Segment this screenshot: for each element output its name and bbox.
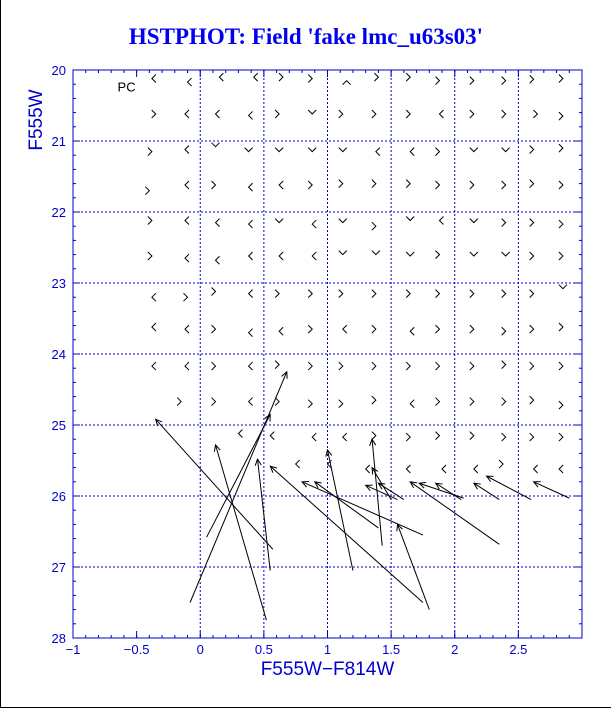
chevron-marker	[530, 396, 534, 404]
vector-arrowhead	[474, 483, 481, 489]
chevron-marker	[279, 327, 283, 335]
chevron-marker	[308, 362, 312, 370]
x-tick-label: 2.5	[509, 642, 528, 657]
chevron-marker	[559, 401, 563, 409]
chevron-marker	[442, 465, 446, 473]
chevron-marker	[148, 148, 152, 156]
chevron-marker	[406, 465, 410, 473]
chevron-marker	[530, 146, 534, 154]
chevron-marker	[275, 148, 283, 152]
vector-arrowhead	[410, 482, 417, 488]
chevron-marker	[439, 217, 443, 225]
chevron-marker	[502, 77, 506, 85]
chevron-marker	[372, 110, 376, 118]
chevron-marker	[559, 465, 563, 473]
chevron-marker	[376, 148, 380, 156]
chevron-marker	[502, 361, 506, 369]
chevron-marker	[406, 73, 410, 81]
chevron-marker	[152, 323, 156, 331]
chevron-marker	[275, 361, 279, 369]
chevron-marker	[152, 110, 156, 118]
chevron-marker	[188, 78, 192, 86]
chevron-marker	[410, 148, 414, 156]
chevron-marker	[559, 252, 563, 260]
chevron-marker	[185, 362, 189, 370]
chevron-marker	[372, 222, 376, 230]
chevron-marker	[339, 180, 343, 188]
displacement-vector	[436, 483, 461, 499]
chevron-marker	[406, 362, 410, 370]
chevron-marker	[339, 400, 343, 408]
chevron-marker	[534, 465, 538, 473]
displacement-vector	[207, 414, 271, 537]
chevron-marker	[312, 220, 316, 228]
displacement-vector	[270, 466, 423, 602]
chevron-marker	[435, 290, 439, 298]
x-tick-label: 1.5	[382, 642, 401, 657]
chevron-marker	[530, 433, 534, 441]
chevron-marker	[212, 143, 220, 147]
chevron-marker	[185, 110, 189, 118]
chevron-marker	[502, 181, 506, 189]
chevron-marker	[212, 362, 216, 370]
chevron-marker	[216, 256, 220, 264]
vector-arrowhead	[436, 483, 443, 489]
chevron-marker	[249, 398, 253, 406]
chevron-marker	[372, 396, 376, 404]
chevron-marker	[470, 181, 474, 189]
chevron-marker	[216, 219, 220, 227]
chevron-marker	[279, 181, 283, 189]
chevron-marker	[312, 252, 316, 260]
y-tick-label: 21	[51, 134, 66, 149]
chevron-marker	[148, 217, 152, 225]
chevron-marker	[435, 398, 439, 406]
chevron-marker	[406, 252, 414, 256]
chevron-marker	[435, 325, 439, 333]
chevron-marker	[308, 181, 312, 189]
chevron-marker	[279, 252, 283, 260]
chevron-marker	[435, 362, 439, 370]
chevron-marker	[185, 254, 189, 262]
chevron-marker	[212, 325, 216, 333]
chevron-marker	[533, 110, 537, 118]
chevron-marker	[559, 220, 563, 228]
chevron-marker	[372, 251, 380, 255]
chevron-marker	[219, 73, 223, 81]
chevron-marker	[339, 219, 347, 223]
chart-title: HSTPHOT: Field 'fake lmc_u63s03'	[128, 24, 484, 49]
chevron-marker	[185, 325, 189, 333]
x-tick-label: 0	[196, 642, 204, 657]
displacement-vector	[328, 450, 353, 571]
chevron-marker	[249, 220, 253, 228]
chevron-marker	[502, 219, 506, 227]
y-tick-label: 27	[51, 560, 66, 575]
chevron-marker	[559, 75, 563, 83]
chevron-marker	[296, 460, 300, 468]
chevron-marker	[366, 465, 370, 473]
chevron-marker	[148, 252, 152, 260]
chevron-marker	[212, 288, 216, 296]
chevron-marker	[372, 362, 376, 370]
displacement-vector	[156, 419, 273, 549]
chevron-marker	[152, 293, 156, 301]
y-tick-label: 28	[51, 631, 66, 646]
chevron-marker	[502, 110, 506, 118]
chevron-marker	[308, 110, 316, 114]
chevron-marker	[184, 293, 188, 301]
chevron-marker	[249, 329, 253, 337]
chevron-marker	[339, 251, 347, 255]
displacement-vector	[190, 372, 287, 603]
chevron-marker	[212, 181, 216, 189]
chevron-marker	[530, 290, 534, 298]
chevron-marker	[474, 465, 478, 473]
chevron-marker	[308, 400, 312, 408]
chevron-marker	[185, 217, 189, 225]
chevron-marker	[502, 252, 510, 256]
x-tick-label: −0.5	[123, 642, 150, 657]
chevron-marker	[249, 362, 253, 370]
chevron-marker	[410, 400, 414, 408]
chevron-marker	[152, 75, 156, 83]
chevron-marker	[312, 433, 316, 441]
chevron-marker	[270, 432, 274, 440]
y-tick-label: 26	[51, 489, 66, 504]
x-axis-label: F555W−F814W	[260, 659, 395, 680]
x-tick-label: 1	[323, 642, 332, 657]
chevron-marker	[216, 110, 220, 118]
chevron-marker	[530, 325, 534, 333]
chevron-marker	[249, 111, 253, 119]
chevron-marker	[530, 180, 534, 188]
chevron-marker	[339, 362, 343, 370]
chevron-marker	[559, 112, 563, 120]
chevron-marker	[249, 183, 253, 191]
chevron-marker	[470, 148, 478, 152]
chevron-marker	[470, 362, 474, 370]
chevron-marker	[470, 432, 474, 440]
y-tick-label: 24	[51, 347, 66, 362]
chevron-marker	[279, 73, 283, 81]
chevron-marker	[470, 110, 474, 118]
chevron-marker	[470, 219, 478, 223]
chevron-marker	[372, 432, 376, 440]
chevron-marker	[559, 433, 563, 441]
chevron-marker	[406, 217, 414, 221]
chevron-marker	[339, 290, 343, 298]
chevron-marker	[559, 144, 563, 152]
y-tick-label: 25	[51, 418, 66, 433]
chevron-marker	[435, 148, 439, 156]
chevron-marker	[502, 398, 506, 406]
chevron-marker	[372, 180, 376, 188]
chevron-marker	[275, 290, 279, 298]
chevron-marker	[502, 433, 506, 441]
chevron-marker	[275, 219, 283, 223]
chevron-marker	[177, 398, 181, 406]
chevron-marker	[308, 325, 312, 333]
chevron-marker	[406, 290, 410, 298]
chevron-marker	[435, 77, 439, 85]
field-annotation: PC	[117, 79, 136, 95]
chevron-marker	[152, 362, 156, 370]
chevron-marker	[406, 110, 410, 118]
chevron-marker	[308, 290, 312, 298]
chevron-marker	[339, 148, 347, 152]
y-axis-label: F555W	[26, 89, 47, 151]
chevron-marker	[559, 181, 563, 189]
chevron-marker	[530, 362, 534, 370]
chevron-marker	[254, 73, 258, 81]
chevron-marker	[238, 430, 242, 438]
chevron-marker	[308, 75, 312, 83]
x-tick-label: 0.5	[254, 642, 273, 657]
y-tick-label: 23	[51, 276, 66, 291]
chevron-marker	[212, 398, 216, 406]
chevron-marker	[559, 362, 563, 370]
chevron-marker	[308, 148, 316, 152]
chevron-marker	[145, 187, 149, 195]
chevron-marker	[559, 323, 563, 331]
chevron-marker	[275, 110, 279, 118]
x-tick-label: −1	[65, 642, 81, 657]
chevron-marker	[410, 327, 414, 335]
chevron-marker	[406, 433, 410, 441]
chevron-marker	[499, 460, 503, 468]
chevron-marker	[185, 146, 189, 154]
chevron-marker	[502, 148, 510, 152]
chevron-marker	[502, 290, 506, 298]
x-tick-label: 2	[451, 642, 459, 657]
y-tick-label: 20	[51, 63, 66, 78]
chevron-marker	[470, 252, 478, 256]
chevron-marker	[339, 110, 343, 118]
chevron-marker	[343, 81, 351, 85]
chevron-marker	[530, 219, 534, 227]
chevron-marker	[249, 290, 253, 298]
chevron-marker	[502, 327, 506, 335]
chevron-marker	[372, 325, 376, 333]
chevron-marker	[185, 181, 189, 189]
chevron-marker	[530, 75, 534, 83]
chevron-marker	[245, 148, 253, 152]
chevron-marker	[374, 73, 378, 81]
displacement-vector	[474, 483, 499, 499]
chevron-marker	[470, 325, 474, 333]
chevron-marker	[406, 180, 410, 188]
chevron-marker	[435, 181, 439, 189]
chevron-marker	[530, 252, 534, 260]
chevron-marker	[470, 290, 474, 298]
chevron-marker	[470, 398, 474, 406]
chevron-marker	[372, 290, 376, 298]
chevron-marker	[470, 77, 474, 85]
displacement-vector	[302, 482, 423, 535]
y-tick-label: 22	[51, 205, 66, 220]
chevron-marker	[343, 433, 347, 441]
chevron-marker	[435, 251, 439, 259]
chevron-marker	[343, 325, 347, 333]
chevron-marker	[559, 285, 567, 289]
chevron-marker	[249, 252, 253, 260]
chevron-marker	[439, 110, 443, 118]
chevron-marker	[435, 432, 439, 440]
